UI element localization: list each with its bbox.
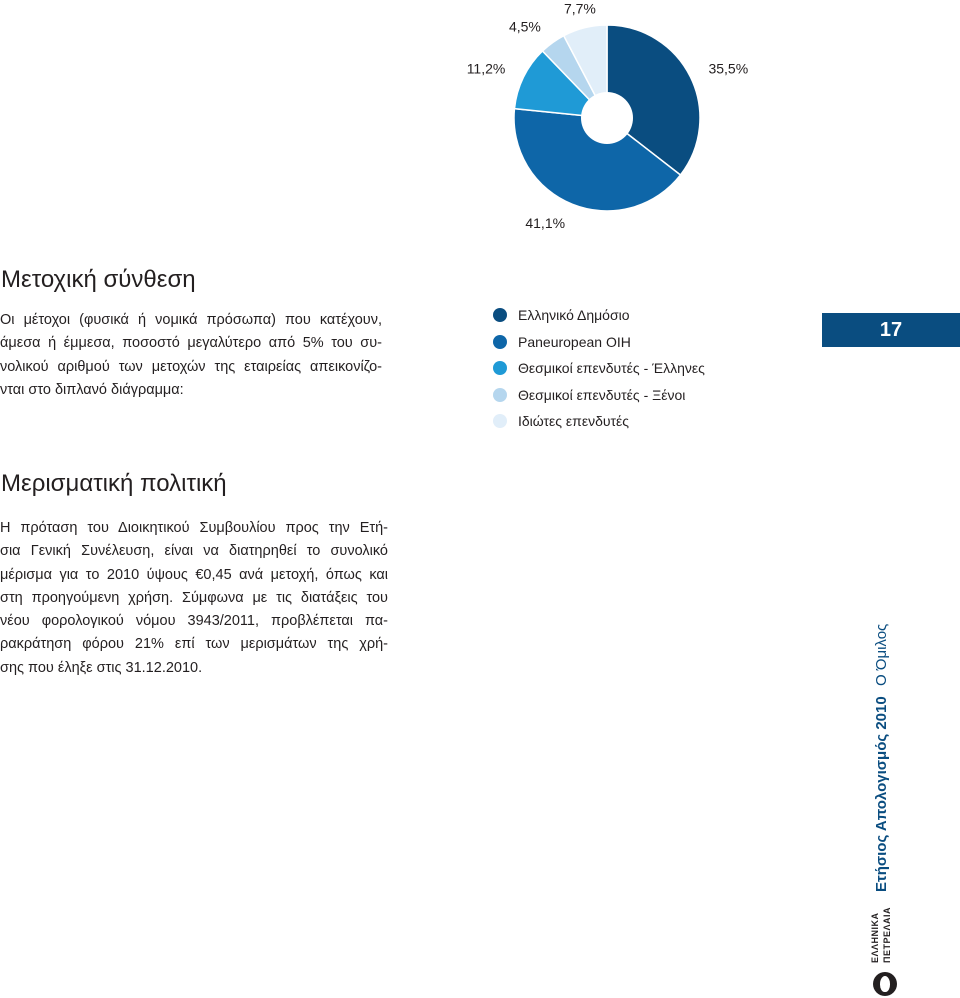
shareholder-donut-chart [440, 0, 800, 240]
slice-label: 4,5% [508, 18, 541, 35]
text-line: στη προηγούμενη χρήση. Σύμφωνα με τις διατάξεις του [0, 589, 388, 606]
chart-legend [493, 302, 813, 435]
legend-swatch [493, 361, 507, 375]
shareholding-paragraph [0, 309, 382, 402]
legend-item [493, 382, 813, 409]
slice-label: 35,5% [708, 60, 749, 77]
legend-label: Ελληνικό Δημόσιο [518, 307, 630, 324]
legend-swatch [493, 308, 507, 322]
slice-label: 11,2% [466, 60, 506, 77]
legend-label: Ιδιώτες επενδυτές [518, 413, 630, 430]
text-line: μέρισμα για το 2010 ύψους €0,45 ανά μετοχή, όπως και [0, 566, 388, 583]
slice-label: 7,7% [563, 0, 596, 17]
text-line: ρακράτηση φόρου 21% επί των μερισμάτων της χρή- [0, 636, 388, 653]
text-line: νολικού αριθμού των μετοχών της εταιρείας απεικονίζο- [0, 358, 382, 375]
legend-label: Paneuropean OIH [518, 333, 631, 350]
legend-label: Θεσμικοί επενδυτές - Έλληνες [518, 360, 705, 377]
report-title: Ετήσιος Απολογισμός 2010 [873, 696, 890, 892]
legend-item [493, 302, 813, 329]
text-line: Οι μέτοχοι (φυσικά ή νομικά πρόσωπα) που κατέχουν, [0, 312, 382, 328]
text-line: σια Γενική Συνέλευση, είναι να διατηρηθεί το συνολικό [0, 543, 388, 560]
dividend-paragraph [0, 517, 388, 680]
legend-swatch [493, 414, 507, 428]
text-line: άμεσα ή έμμεσα, ποσοστό μεγαλύτερο από 5% του συ- [0, 335, 382, 352]
logo-text-line1: ΕΛΛΗΝΙΚΑ [870, 912, 880, 963]
legend-item [493, 408, 813, 435]
shareholding-heading: Μετοχική σύνθεση [1, 266, 196, 293]
legend-swatch [493, 335, 507, 349]
legend-swatch [493, 388, 507, 402]
page-number-tab: 17 [822, 313, 960, 347]
side-running-header [867, 600, 907, 998]
text-line: Η πρόταση του Διοικητικού Συμβουλίου προς την Ετή- [0, 520, 388, 536]
text-line: νέου φορολογικού νόμου 3943/2011, προβλέπεται πα- [0, 613, 388, 630]
company-logo-icon [873, 972, 897, 996]
legend-item [493, 329, 813, 356]
legend-label: Θεσμικοί επενδυτές - Ξένοι [518, 386, 686, 403]
dividend-heading: Μερισματική πολιτική [1, 470, 227, 497]
logo-text-line2: ΠΕΤΡΕΛΑΙΑ [882, 906, 892, 963]
text-line: σης που έληξε στις 31.12.2010. [0, 659, 203, 676]
slice-label: 41,1% [525, 214, 566, 231]
text-line: νται στο διπλανό διάγραμμα: [0, 381, 184, 398]
legend-item [493, 355, 813, 382]
donut-hole [581, 92, 633, 144]
section-name: Ο Όμιλος [873, 623, 890, 686]
